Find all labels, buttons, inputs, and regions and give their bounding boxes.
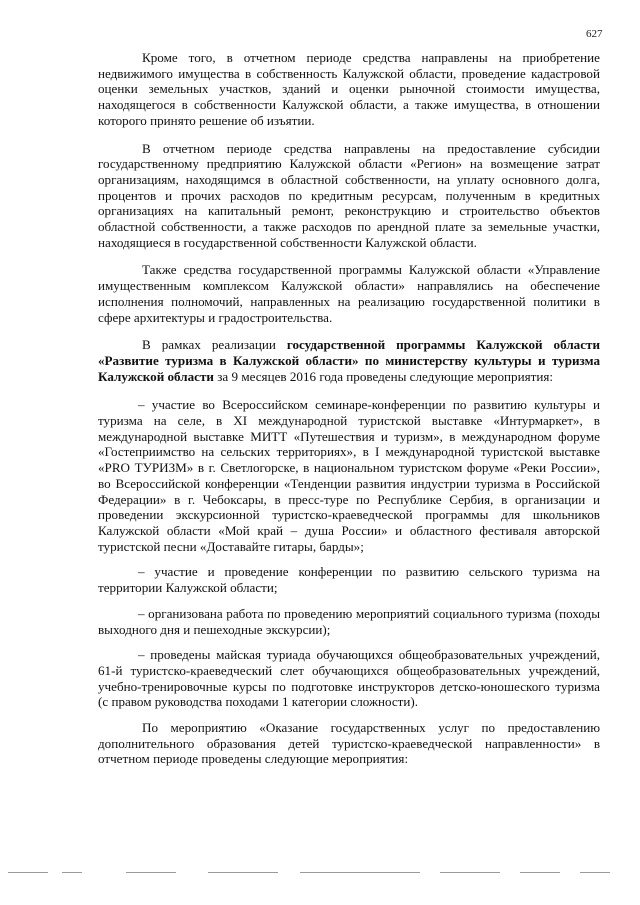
list-item-rural-conference: – участие и проведение конференции по развитию сельского туризма на территории Калужской области; (98, 564, 600, 596)
paragraph-subsidy-region: В отчетном периоде средства направлены на предоставление субсидии государственному предприятию Калужской области «Регион» на возмещение затрат организациям, находящимся в областной собственности, на уплату основного долга, процентов и прочих расходов по кредитным ресурсам, полученным в кредитных организациях на капитальный ремонт, реконструкцию и строительство объектов областной собственности, а также расходов по арендной плате за земельные участки, находящиеся в государственной собственности Калужской области. (98, 140, 600, 250)
list-item-participation: – участие во Всероссийском семинаре-конференции по развитию культуры и туризма на селе, в XI международной туристской выставке «Интурмаркет», в международной выставке МИТТ «Путешествия и туризм», в международном форуме «Гостеприимство на сельских территориях», в I международной туристской выставке «PRO ТУРИЗМ» в г. Светлогорске, в национальном туристском форуме «Реки России», во Всероссийской конференции «Тенденции развития индустрии туризма в Российской Федерации» в г. Чебоксары, в пресс-туре по Республике Сербия, в организации и проведении экскурсионной туристско-краеведческой программы для школьников Калужской области «Мой край – душа России» и областного фестиваля авторской туристской песни «Доставайте гитары, барды»; (98, 397, 600, 554)
paragraph-program-funds: Также средства государственной программы Калужской области «Управление имущественным комплексом Калужской области» направлялись на обеспечение исполнения полномочий, направленных на реализацию государственной политики в сфере архитектуры и градостроительства. (98, 262, 600, 325)
paragraph-tourism-program (98, 337, 600, 384)
scan-artifact-line (0, 872, 640, 878)
paragraph-property-acquisition: Кроме того, в отчетном периоде средства направлены на приобретение недвижимого имущества в собственность Калужской области, проведение кадастровой оценки земельных участков, зданий и оценки рыночной стоимости имущества, находящегося в собственности Калужской области, а также имущества, в отношении которого принято решение об изъятии. (98, 50, 600, 128)
tourism-intro-text: В рамках реализации (142, 337, 287, 353)
list-item-social-tourism: – организована работа по проведению мероприятий социального туризма (походы выходного дня и пешеходные экскурсии); (98, 605, 600, 637)
page-number: 627 (586, 28, 603, 40)
tourism-intro-tail: за 9 месяцев 2016 года проведены следующие мероприятия: (213, 368, 553, 384)
document-body (98, 50, 600, 779)
paragraph-additional-education: По мероприятию «Оказание государственных услуг по предоставлению дополнительного образования детей туристско-краеведческой направленности» в отчетном периоде проведены следующие мероприятия: (98, 720, 600, 767)
tourism-program-title: государственной программы Калужской области «Развитие туризма в Калужской области» по министерству культуры и туризма Калужской области (98, 337, 600, 384)
list-item-tourist-events: – проведены майская туриада обучающихся общеобразовательных учреждений, 61-й туристско-краеведческий слет обучающихся общеобразовательных учреждений, учебно-тренировочные курсы по подготовке инструкторов детско-юношеского туризма (с правом руководства походами 1 категории сложности). (98, 647, 600, 710)
